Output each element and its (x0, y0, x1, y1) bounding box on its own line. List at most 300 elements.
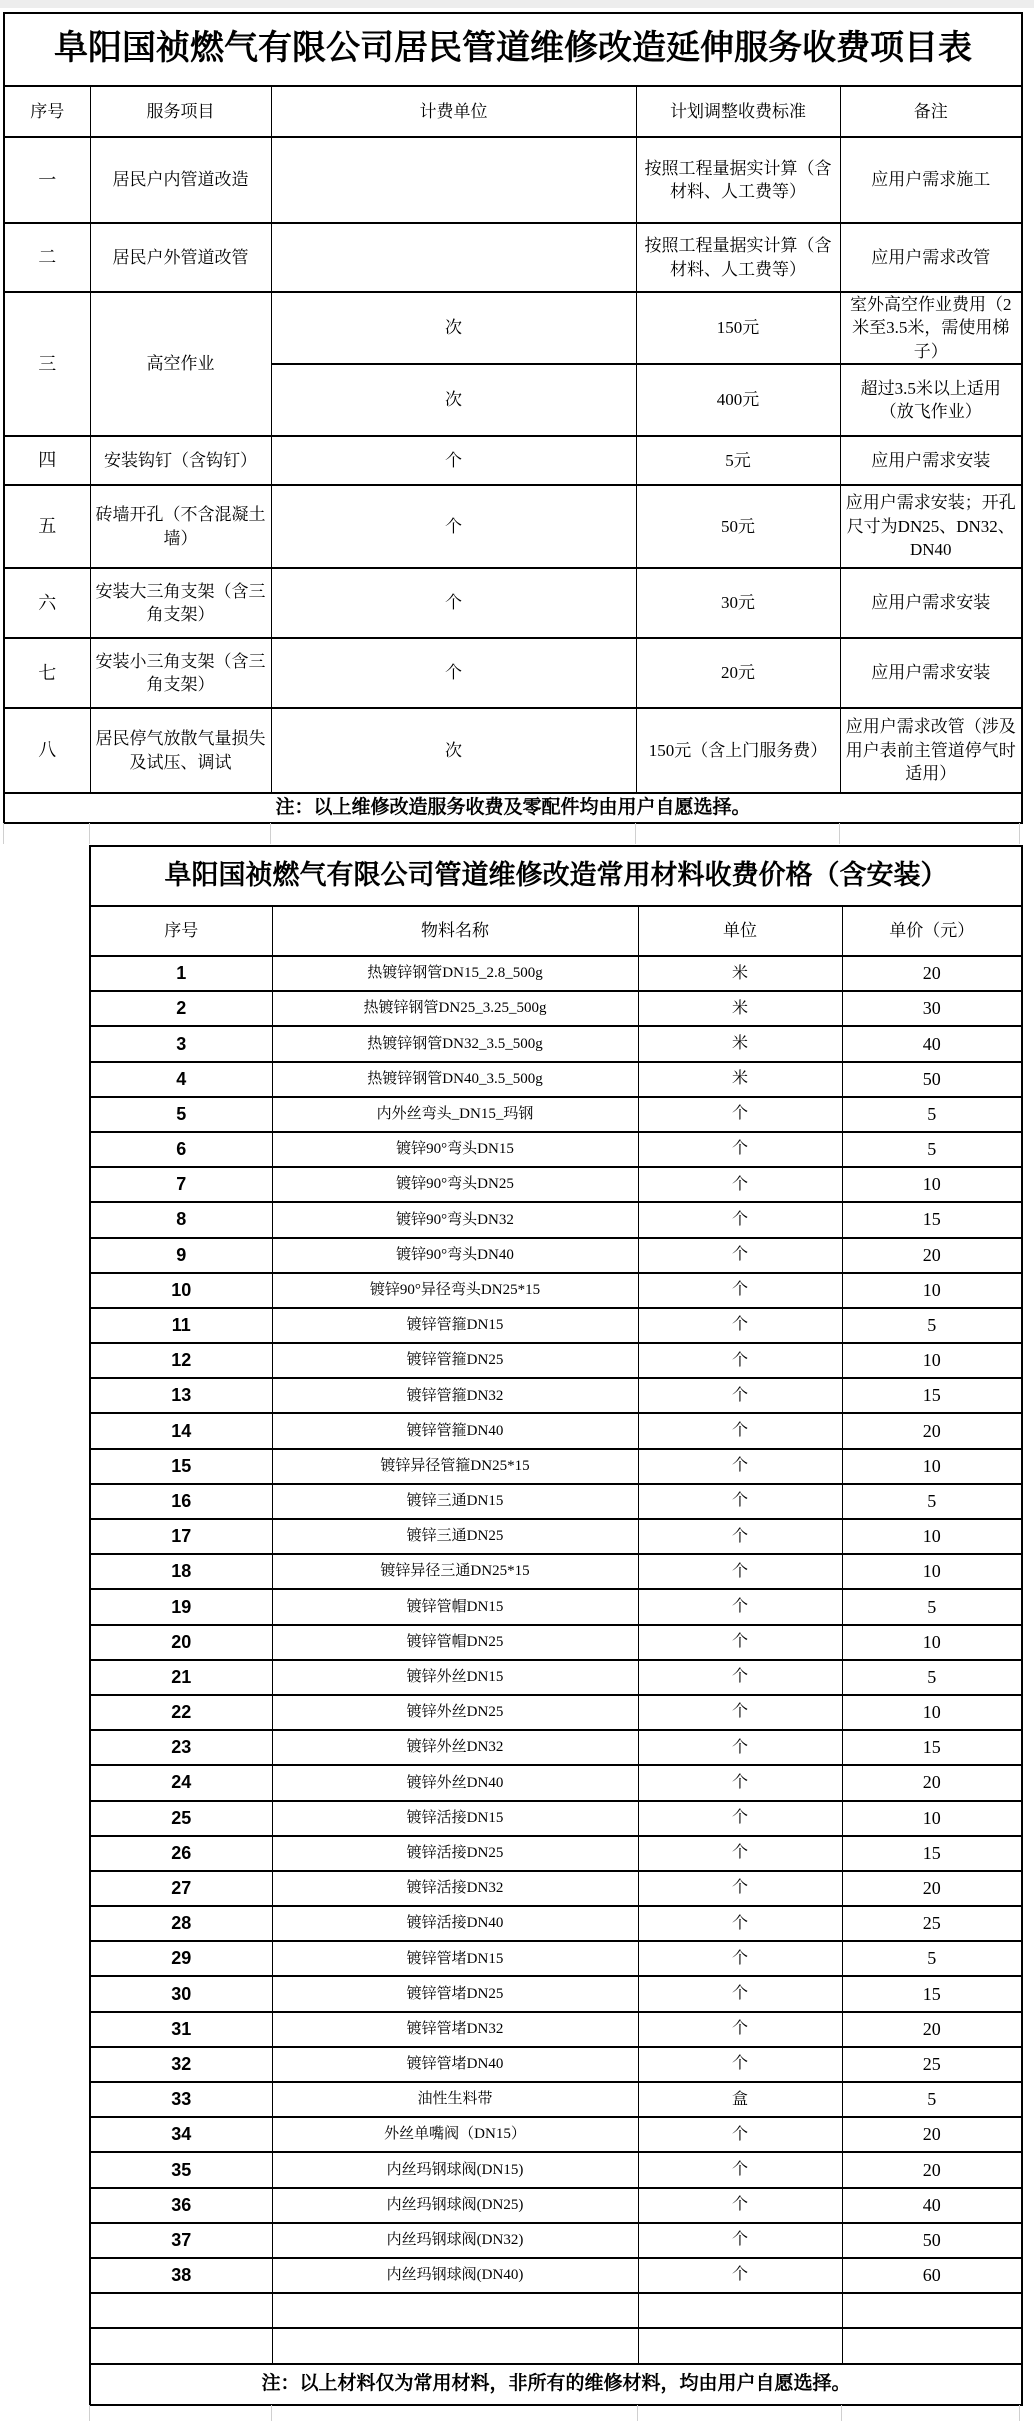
price-cell-text: 40 (922, 2194, 941, 2215)
name-cell (272, 1308, 638, 1343)
name-cell-text: 镀锌管帽DN15 (406, 1598, 504, 1615)
seq-cell (90, 1413, 272, 1448)
price-cell (842, 2223, 1022, 2258)
name-cell-text: 镀锌外丝DN40 (406, 1774, 504, 1791)
seq-cell (90, 1625, 272, 1660)
price-cell (842, 1941, 1022, 1976)
unit-cell (638, 2293, 842, 2328)
name-cell (272, 1906, 638, 1941)
unit-cell (638, 1941, 842, 1976)
remark-cell (840, 364, 1022, 436)
service-cell-text: 安装钩钉（含钩钉） (104, 450, 257, 470)
name-cell-text: 镀锌外丝DN32 (406, 1739, 504, 1756)
unit-cell (638, 2223, 842, 2258)
seq-cell (90, 1378, 272, 1413)
name-cell (272, 1765, 638, 1800)
price-cell-text: 20 (922, 1878, 941, 1899)
price-cell (842, 1660, 1022, 1695)
price-cell-text: 400元 (716, 390, 760, 410)
price-cell (842, 1519, 1022, 1554)
name-cell (272, 1871, 638, 1906)
price-cell (636, 568, 840, 638)
table1-note-row (4, 793, 1022, 823)
name-cell-text: 镀锌管帽DN25 (406, 1633, 504, 1650)
seq-cell-text: 32 (171, 2053, 192, 2074)
seq-cell-text: 9 (176, 1244, 187, 1265)
unit-cell (638, 1343, 842, 1378)
gridline (637, 2405, 638, 2421)
name-cell (272, 1449, 638, 1484)
unit-cell-text: 个 (731, 1879, 748, 1897)
seq-cell (90, 1941, 272, 1976)
seq-cell (90, 956, 272, 991)
name-cell (272, 2082, 638, 2117)
unit-cell (638, 1238, 842, 1273)
name-cell-text: 镀锌外丝DN15 (406, 1669, 504, 1685)
price-cell (636, 436, 840, 485)
unit-cell-text: 个 (731, 1914, 748, 1932)
seq-cell-text: 四 (38, 450, 57, 471)
remark-cell-text: 应用户需求改管（涉及用户表前主管道停气时适用） (845, 717, 1016, 784)
name-cell (272, 1589, 638, 1624)
unit-cell (638, 1589, 842, 1624)
name-cell-text: 镀锌90°弯头DN15 (396, 1141, 514, 1158)
unit-cell (638, 1062, 842, 1097)
unit-cell-text: 个 (731, 1844, 748, 1862)
seq-cell (90, 1589, 272, 1624)
price-cell (842, 2293, 1022, 2328)
name-cell (272, 991, 638, 1026)
seq-cell-text: 22 (171, 1702, 192, 1723)
service-row (4, 485, 1022, 568)
unit-cell (638, 1554, 842, 1589)
price-cell-text: 20 (922, 2124, 941, 2145)
table1-header-seq: 序号 (30, 101, 65, 121)
price-cell (842, 1026, 1022, 1061)
unit-cell-text: 米 (731, 1070, 748, 1088)
seq-cell-text: 37 (171, 2229, 192, 2250)
price-cell-text: 25 (922, 1913, 941, 1934)
name-cell (272, 2328, 638, 2363)
name-cell-text: 内丝玛钢球阀(DN32) (386, 2232, 524, 2248)
seq-cell (90, 1836, 272, 1871)
name-cell (272, 2188, 638, 2223)
material-row (90, 1026, 1022, 1061)
price-cell-text: 20 (922, 963, 941, 984)
name-cell-text: 镀锌90°异径弯头DN25*15 (369, 1281, 541, 1298)
seq-cell (90, 2012, 272, 2047)
service-cell (90, 485, 271, 568)
remark-cell (840, 292, 1022, 364)
price-cell-text: 5元 (725, 450, 751, 470)
table1-header-service: 服务项目 (146, 101, 215, 121)
price-cell (842, 1695, 1022, 1730)
service-cell-text: 高空作业 (146, 354, 215, 374)
material-row (90, 1871, 1022, 1906)
price-cell-text: 15 (922, 1842, 941, 1863)
unit-cell-text: 个 (731, 1105, 748, 1123)
name-cell-text: 内丝玛钢球阀(DN15) (386, 2161, 524, 2178)
unit-cell (638, 2117, 842, 2152)
unit-cell-text: 个 (731, 1949, 748, 1967)
material-row (90, 1906, 1022, 1941)
name-cell (272, 1202, 638, 1237)
seq-cell (90, 1308, 272, 1343)
price-cell-text: 10 (922, 1279, 941, 1300)
table1-header-row (4, 86, 1022, 137)
unit-cell-text (272, 225, 636, 290)
name-cell-text: 镀锌管箍DN40 (406, 1422, 504, 1439)
service-row (4, 137, 1022, 223)
seq-cell-text: 25 (171, 1807, 192, 1828)
price-cell (842, 1097, 1022, 1132)
seq-cell (90, 1238, 272, 1273)
name-cell (272, 1132, 638, 1167)
service-row (4, 638, 1022, 708)
unit-cell-text: 次 (445, 318, 462, 338)
price-cell-text: 40 (922, 1033, 941, 1054)
price-cell-text: 150元（含上门服务费） (648, 740, 828, 760)
service-cell-text: 砖墙开孔（不含混凝土墙） (95, 505, 266, 548)
unit-cell-text: 盒 (731, 2090, 748, 2108)
unit-cell (638, 956, 842, 991)
name-cell-text: 镀锌三通DN25 (406, 1528, 504, 1545)
gridline (89, 2405, 90, 2421)
remark-cell-text: 室外高空作业费用（2米至3.5米，需使用梯子） (850, 294, 1012, 361)
name-cell (272, 2223, 638, 2258)
material-row (90, 1132, 1022, 1167)
price-cell (842, 1167, 1022, 1202)
name-cell (272, 1836, 638, 1871)
unit-cell (638, 2012, 842, 2047)
service-fee-table (3, 12, 1023, 824)
seq-cell (4, 292, 90, 436)
unit-cell (638, 1273, 842, 1308)
remark-cell-text: 超过3.5米以上适用（放飞作业） (860, 378, 1001, 421)
unit-cell-text: 米 (731, 964, 748, 982)
unit-cell (638, 1871, 842, 1906)
price-cell-text: 按照工程量据实计算（含材料、人工费等） (644, 158, 832, 201)
service-cell-text: 安装小三角支架（含三角支架） (95, 651, 266, 694)
seq-cell-text (91, 2330, 272, 2361)
price-cell (842, 1801, 1022, 1836)
seq-cell (90, 2223, 272, 2258)
unit-cell-text: 米 (731, 999, 748, 1017)
gridline (271, 2405, 272, 2421)
seq-cell-text: 4 (176, 1068, 187, 1089)
unit-cell (271, 568, 636, 638)
seq-cell (90, 2258, 272, 2293)
unit-cell (638, 2082, 842, 2117)
price-cell-text: 20 (922, 2018, 941, 2039)
table2-header-row (90, 906, 1022, 956)
remark-cell (840, 568, 1022, 638)
price-cell (842, 2117, 1022, 2152)
price-cell (842, 1132, 1022, 1167)
price-cell-text: 50元 (721, 516, 755, 536)
name-cell (272, 1695, 638, 1730)
seq-cell-text: 一 (38, 169, 57, 190)
name-cell (272, 1976, 638, 2011)
seq-cell (90, 1554, 272, 1589)
unit-cell (638, 1167, 842, 1202)
seq-cell-text: 10 (171, 1279, 192, 1300)
seq-cell-text: 19 (171, 1596, 192, 1617)
table2-header-price-cell (842, 906, 1022, 956)
seq-cell (4, 436, 90, 485)
name-cell-text: 镀锌90°弯头DN40 (396, 1246, 514, 1263)
price-cell (842, 2152, 1022, 2187)
price-cell (842, 1836, 1022, 1871)
seq-cell (90, 2117, 272, 2152)
material-row (90, 1238, 1022, 1273)
seq-cell (4, 708, 90, 793)
material-row (90, 1589, 1022, 1624)
seq-cell (90, 1026, 272, 1061)
seq-cell (4, 137, 90, 223)
seq-cell-text: 35 (171, 2159, 192, 2180)
seq-cell (90, 991, 272, 1026)
price-cell (842, 1273, 1022, 1308)
seq-cell-text: 八 (38, 740, 57, 761)
material-row (90, 1625, 1022, 1660)
seq-cell-text: 29 (171, 1948, 192, 1969)
price-cell (636, 708, 840, 793)
service-cell (90, 223, 271, 292)
price-cell-text: 20 (922, 1244, 941, 1265)
unit-cell-text: 个 (445, 593, 462, 613)
remark-cell (840, 708, 1022, 793)
price-cell-text: 15 (922, 1209, 941, 1230)
table1-title-cell (4, 13, 1022, 86)
price-cell-text (843, 2295, 1022, 2326)
unit-cell (271, 436, 636, 485)
price-cell (842, 2047, 1022, 2082)
material-row (90, 1202, 1022, 1237)
unit-cell (638, 1906, 842, 1941)
price-cell-text: 50 (922, 2229, 941, 2250)
table1-note: 注：以上维修改造服务收费及零配件均由用户自愿选择。 (275, 796, 751, 818)
material-row (90, 2152, 1022, 2187)
seq-cell-text: 8 (176, 1209, 187, 1230)
seq-cell-text: 31 (171, 2018, 192, 2039)
remark-cell (840, 436, 1022, 485)
price-cell-text: 10 (922, 1455, 941, 1476)
price-cell (842, 1976, 1022, 2011)
price-cell-text: 5 (927, 1315, 937, 1336)
price-cell-text: 10 (922, 1561, 941, 1582)
unit-cell-text: 个 (731, 1738, 748, 1756)
name-cell (272, 956, 638, 991)
unit-cell-text: 个 (731, 1527, 748, 1545)
name-cell (272, 1413, 638, 1448)
material-row (90, 1062, 1022, 1097)
unit-cell (271, 223, 636, 292)
material-row (90, 1730, 1022, 1765)
service-cell-text: 居民户外管道改管 (112, 247, 249, 267)
seq-cell (90, 2047, 272, 2082)
seq-cell-text: 7 (176, 1174, 187, 1195)
table1-tbody (4, 13, 1022, 823)
name-cell-text: 热镀锌钢管DN25_3.25_500g (363, 1000, 547, 1017)
unit-cell (638, 1413, 842, 1448)
name-cell-text: 油性生料带 (417, 2091, 493, 2108)
seq-cell (90, 1273, 272, 1308)
material-row (90, 2012, 1022, 2047)
material-row (90, 1554, 1022, 1589)
unit-cell-text: 个 (731, 1386, 748, 1404)
price-cell-text: 150元 (716, 318, 760, 338)
unit-cell-text: 个 (731, 1633, 748, 1651)
material-row (90, 1519, 1022, 1554)
unit-cell-text: 个 (731, 2231, 748, 2249)
price-cell-text: 10 (922, 1807, 941, 1828)
table2-header-seq-cell (90, 906, 272, 956)
remark-cell (840, 485, 1022, 568)
unit-cell (271, 292, 636, 364)
seq-cell-text: 6 (176, 1139, 187, 1160)
seq-cell-text: 11 (171, 1315, 191, 1336)
price-cell-text: 60 (922, 2265, 941, 2286)
table2-title: 阜阳国祯燃气有限公司管道维修改造常用材料收费价格（含安装） (164, 860, 948, 891)
price-cell (842, 1202, 1022, 1237)
name-cell-text: 镀锌活接DN15 (406, 1809, 504, 1826)
seq-cell-text: 12 (171, 1350, 192, 1371)
price-cell-text: 15 (922, 1737, 941, 1758)
table1-title-row (4, 13, 1022, 86)
seq-cell (90, 1062, 272, 1097)
price-cell (842, 1343, 1022, 1378)
table1-title: 阜阳国祯燃气有限公司居民管道维修改造延伸服务收费项目表 (54, 30, 972, 68)
table1-header-unit-cell (271, 86, 636, 137)
name-cell (272, 1801, 638, 1836)
seq-cell (90, 1519, 272, 1554)
unit-cell (638, 2152, 842, 2187)
remark-cell-text: 应用户需求安装；开孔尺寸为DN25、DN32、DN40 (845, 493, 1016, 560)
seq-cell-text: 二 (38, 247, 57, 268)
service-cell (90, 568, 271, 638)
unit-cell-text: 个 (731, 2055, 748, 2073)
seq-cell-text: 13 (171, 1385, 192, 1406)
service-row (4, 436, 1022, 485)
price-cell-text: 5 (927, 1948, 937, 1969)
price-cell (842, 1449, 1022, 1484)
material-row (90, 1695, 1022, 1730)
name-cell-text: 镀锌三通DN15 (406, 1493, 504, 1510)
service-cell (90, 436, 271, 485)
gridline (89, 823, 90, 844)
table1-header-remark: 备注 (913, 101, 948, 121)
unit-cell (638, 2047, 842, 2082)
seq-cell (90, 1906, 272, 1941)
seq-cell-text: 3 (176, 1033, 187, 1054)
name-cell (272, 1625, 638, 1660)
unit-cell-text: 个 (731, 1351, 748, 1369)
unit-cell-text: 个 (731, 1316, 748, 1334)
unit-cell (638, 1378, 842, 1413)
seq-cell (90, 1765, 272, 1800)
price-cell (842, 2082, 1022, 2117)
table1-note-cell (4, 793, 1022, 823)
name-cell (272, 1554, 638, 1589)
gridline (839, 823, 840, 844)
name-cell-text: 镀锌管箍DN25 (406, 1352, 504, 1369)
service-row (4, 223, 1022, 292)
price-cell-text: 15 (922, 1385, 941, 1406)
name-cell-text: 镀锌管堵DN15 (406, 1950, 504, 1967)
material-row (90, 1308, 1022, 1343)
table2-header-name-cell (272, 906, 638, 956)
service-row (4, 708, 1022, 793)
unit-cell (638, 1695, 842, 1730)
unit-cell-text: 个 (731, 1492, 748, 1510)
price-cell (842, 1238, 1022, 1273)
seq-cell (90, 1730, 272, 1765)
seq-cell (90, 1167, 272, 1202)
price-cell-text: 5 (927, 1139, 937, 1160)
name-cell-text: 镀锌管堵DN40 (406, 2056, 504, 2073)
price-cell-text: 5 (927, 1666, 937, 1687)
name-cell (272, 2012, 638, 2047)
price-cell (636, 485, 840, 568)
material-row (90, 1484, 1022, 1519)
remark-cell-text: 应用户需求施工 (871, 170, 991, 190)
name-cell (272, 1519, 638, 1554)
unit-cell (271, 708, 636, 793)
price-cell (636, 292, 840, 364)
material-row (90, 2293, 1022, 2328)
table1-header-service-cell (90, 86, 271, 137)
unit-cell-text: 个 (731, 1773, 748, 1791)
seq-cell-text: 五 (38, 516, 57, 537)
material-row (90, 2223, 1022, 2258)
gridline (635, 823, 636, 844)
seq-cell-text: 24 (171, 1772, 192, 1793)
seq-cell (90, 1695, 272, 1730)
material-row (90, 1378, 1022, 1413)
unit-cell (638, 2188, 842, 2223)
price-cell-text: 20 (922, 1420, 941, 1441)
unit-cell-text: 个 (731, 1457, 748, 1475)
table2-header-unit-cell (638, 906, 842, 956)
price-cell (842, 1062, 1022, 1097)
name-cell-text: 镀锌90°弯头DN25 (396, 1176, 514, 1193)
name-cell (272, 2117, 638, 2152)
name-cell-text: 外丝单嘴阀（DN15） (384, 2126, 526, 2143)
price-cell (842, 1625, 1022, 1660)
table1-header-remark-cell (840, 86, 1022, 137)
unit-cell (638, 1484, 842, 1519)
table2-note-cell (90, 2364, 1022, 2405)
seq-cell (90, 2152, 272, 2187)
unit-cell-text: 次 (445, 390, 462, 410)
unit-cell (638, 2328, 842, 2363)
price-cell-text: 25 (922, 2053, 941, 2074)
name-cell (272, 1097, 638, 1132)
seq-cell (90, 1976, 272, 2011)
seq-cell (90, 1202, 272, 1237)
name-cell-text: 内丝玛钢球阀(DN25) (386, 2196, 524, 2213)
seq-cell-text: 36 (171, 2194, 192, 2215)
table2-title-row (90, 846, 1022, 906)
material-row (90, 2188, 1022, 2223)
seq-cell-text: 20 (171, 1631, 192, 1652)
name-cell-text: 镀锌管堵DN32 (406, 2020, 504, 2037)
unit-cell (638, 1976, 842, 2011)
unit-cell-text: 个 (731, 1281, 748, 1299)
seq-cell-text: 2 (176, 998, 187, 1019)
name-cell-text: 镀锌90°弯头DN32 (396, 1211, 514, 1228)
